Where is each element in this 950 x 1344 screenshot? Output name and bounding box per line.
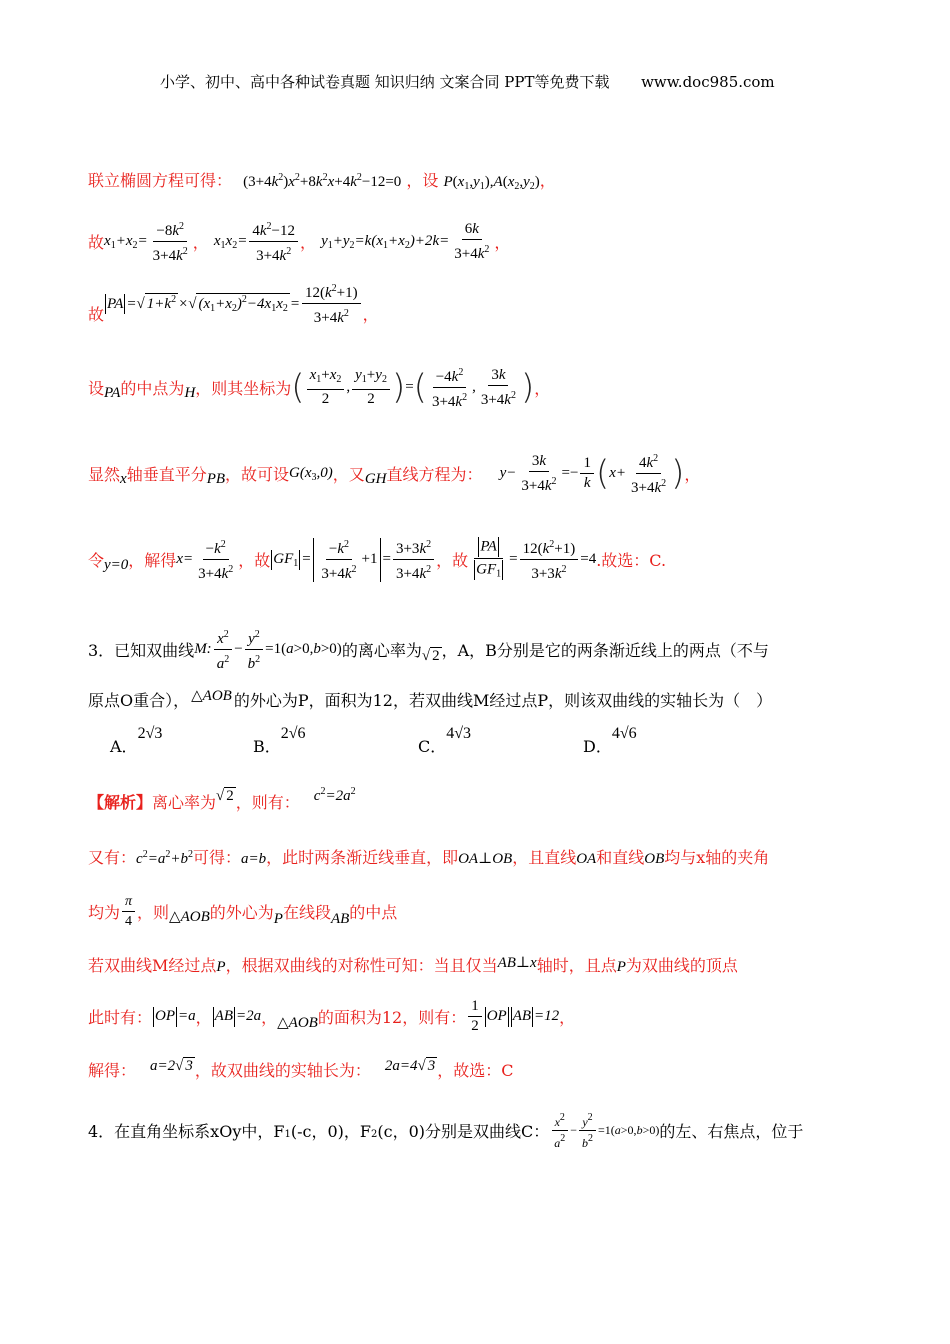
solution-line-1: 联立椭圆方程可得： $(3+4k^2)x^2+8k^2x+4k^2-12=0$ ，设 $P(x_1,y_1),A(x_2,y_2)$， — [88, 171, 556, 192]
question-3-line-1: 3．已知双曲线M: $\frac{x^2}{a^2}$ − $\frac{y^2}{b^2}$ =1(a>0,b>0)的离心率为√ 2 ，A，B分别是它的两条渐近线上的两点（不与 — [88, 626, 769, 673]
analysis-tag: 【解析】 — [88, 793, 153, 812]
option-d[interactable]: D．4√6 — [583, 725, 637, 756]
analysis-line-4: 若双曲线M经过点P，根据双曲线的对称性可知：当且仅当AB⊥x轴时，且点P为双曲线的顶点 — [88, 955, 738, 975]
option-a-value: 2√3 — [137, 725, 163, 742]
question-3-line-2: 原点O重合）， △AOB 的外心为P，面积为12，若双曲线M经过点P，则该双曲线的实轴长为（ ） — [88, 688, 773, 710]
solution-line-3: 故PA =√ $1+k^2$ ×√ $(x_1+x_2)^2-4x_1x_2$ = $\frac{12(k^2+1)}{3+4k^2}$ ， — [88, 280, 379, 327]
analysis-line-3: 均为 $\frac{\pi}{4}$ ，则△AOB的外心为P在线段AB的中点 — [88, 894, 398, 929]
solution-line-5: 显然x轴垂直平分PB，故可设$G(x_3,0)$，又GH直线方程为： y− $\frac{3k}{3+4k^2}$ =− $\frac{1}{k}$ (x+ $\frac{4k^2}{3+4k^2}$ )， — [88, 450, 700, 497]
option-a[interactable]: A．2√3 — [110, 725, 163, 756]
header-title: 小学、初中、高中各种试卷真题 知识归纳 文案合同 PPT等免费下载 — [160, 73, 610, 91]
analysis-line-2: 又有：$c^2=a^2+b^2$可得：a=b，此时两条渐近线垂直，即OA⊥OB，且直线OA和直线OB均与x轴的夹角 — [88, 848, 770, 867]
question-4-line-1: 4．在直角坐标系xOy中，$F_1(-c$，0)，$F_2(c$，0)分别是双曲线C： $\frac{x^2}{a^2}$ − $\frac{y^2}{b^2}$ =1(a>0,b>0)的左、右焦点，位于 — [88, 1112, 804, 1150]
solution-line-4: 设PA的中点为H，则其坐标为( $\frac{x_1+x_2}{2}$ , $\frac{y_1+y_2}{2}$ )=( $\frac{-4k^2}{3+4k^2}$ , $\frac{3k}{3+4k^2}$ )， — [88, 364, 550, 411]
option-b[interactable]: B．2√6 — [253, 725, 306, 756]
option-c[interactable]: C．4√3 — [418, 725, 472, 756]
solution-line-6: 令y=0，解得x= $\frac{-k^2}{3+4k^2}$ ，故 $GF_1$ = $\frac{-k^2}{3+4k^2}$ +1 = $\frac{3+3k^2}{3+4k^2}$ ，故 $\frac{PA}{GF_1}$ = $\frac{12(k^2+1)}{3+3k^2}$ =4.故选：C. — [88, 536, 666, 583]
header-site: www.doc985.com — [641, 73, 775, 91]
option-d-value: 4√6 — [611, 725, 637, 742]
analysis-line-5: 此时有： OP =a， AB =2a，△AOB的面积为12，则有： $\frac{1}{2}$ OP AB =12， — [88, 998, 576, 1034]
page-header — [160, 71, 775, 92]
analysis-line-6: 解得： a=2√ 3 ，故双曲线的实轴长为： 2a=4√ 3 ，故选：C — [88, 1058, 514, 1080]
option-b-value: 2√6 — [280, 725, 306, 742]
analysis-line-1: 【解析】离心率为√ 2 ，则有： $c^2=2a^2$ — [88, 786, 356, 812]
solution-line-2: 故$x_1+x_2=$ $\frac{-8k^2}{3+4k^2}$ ， $x_1x_2=$ $\frac{4k^2-12}{3+4k^2}$ ， $y_1+y_2=k(x_1+x_2)+2k=$ $\frac{6k}{3+4k^2}$ ， — [88, 218, 510, 265]
option-c-value: 4√3 — [446, 725, 472, 742]
